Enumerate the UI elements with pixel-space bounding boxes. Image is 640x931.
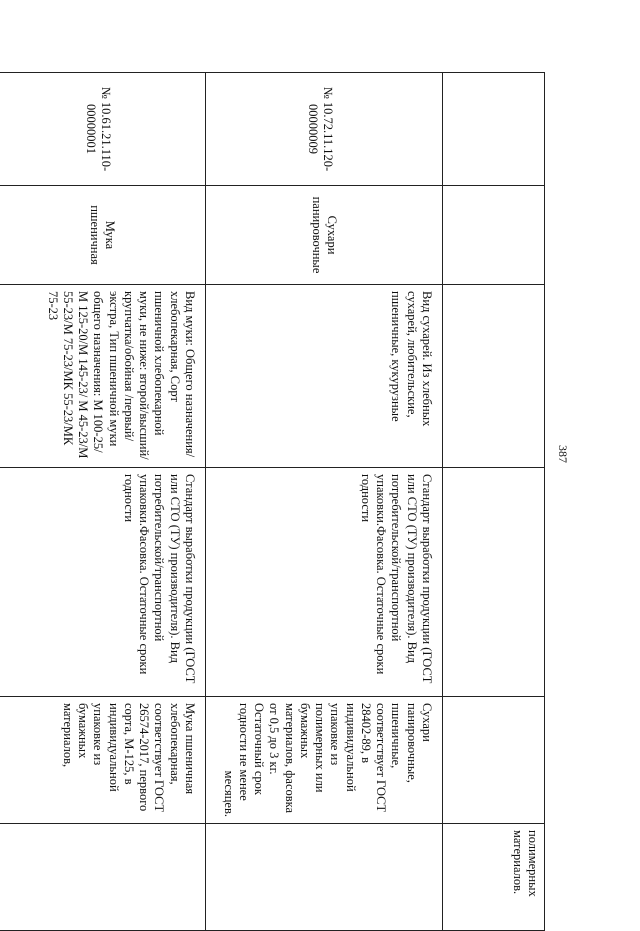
page-number: 387	[556, 445, 570, 463]
item-requirements: Стандарт выработки продукции (ГОСТ или СТО (ТУ) производителя). Вид потребительской/транспортной упаковки.Фасовка. Остаточные сроки годности	[206, 468, 443, 697]
item-description: Мука пшеничная хлебопекарная, соответствует ГОСТ 26574-2017, первого сорта, М-125, в индивидуальной упаковке из бумажных материалов,	[0, 697, 206, 824]
cell-empty	[443, 186, 545, 285]
cell-empty	[0, 824, 206, 931]
specification-table	[0, 72, 545, 931]
item-description	[206, 697, 443, 824]
cell-empty	[206, 824, 443, 931]
table-row-continuation	[443, 73, 545, 931]
rotated-table-container	[45, 72, 545, 897]
item-requirements: Стандарт выработки продукции (ГОСТ или СТО (ТУ) производителя). Вид потребительской/транспортной упаковки.Фасовка. Остаточные сроки годности	[0, 468, 206, 697]
item-characteristics: Вид муки: Общего назначения/хлебопекарная, Сорт пшеничной хлебопекарной муки, не ниже: второй/высший/крупчатка/обойная /первый/экстра, Тип пшеничной муки общего назначения: М 100-25/М 125-20/М 145-23/ М 45-23/М 55-23/М 75-23/МК 55-23/МК 75-23	[0, 285, 206, 468]
cell-continuation-text: полимерных материалов.	[443, 824, 545, 931]
cell-empty	[443, 697, 545, 824]
item-description-text: Сухари панировочные, пшеничные, соответствует ГОСТ 28402-89, в индивидуальной упаковке из полимерных или бумажных материалов, фасовка от 0,5 до 3 кг. Остаточный срок годности не менее	[237, 703, 434, 814]
item-name: Мука пшеничная	[0, 186, 206, 285]
item-code: № 10.61.21.110-00000001	[0, 73, 206, 186]
cell-empty	[443, 285, 545, 468]
table-row	[0, 73, 206, 931]
item-name: Сухари панировочные	[206, 186, 443, 285]
item-description-tail: месяцев.	[221, 770, 236, 817]
item-characteristics: Вид сухарей. Из хлебных сухарей, любительские, пшеничные, кукурузные	[206, 285, 443, 468]
cell-empty	[443, 468, 545, 697]
item-code: № 10.72.11.120-00000009	[206, 73, 443, 186]
cell-empty	[443, 73, 545, 186]
table-row	[206, 73, 443, 931]
